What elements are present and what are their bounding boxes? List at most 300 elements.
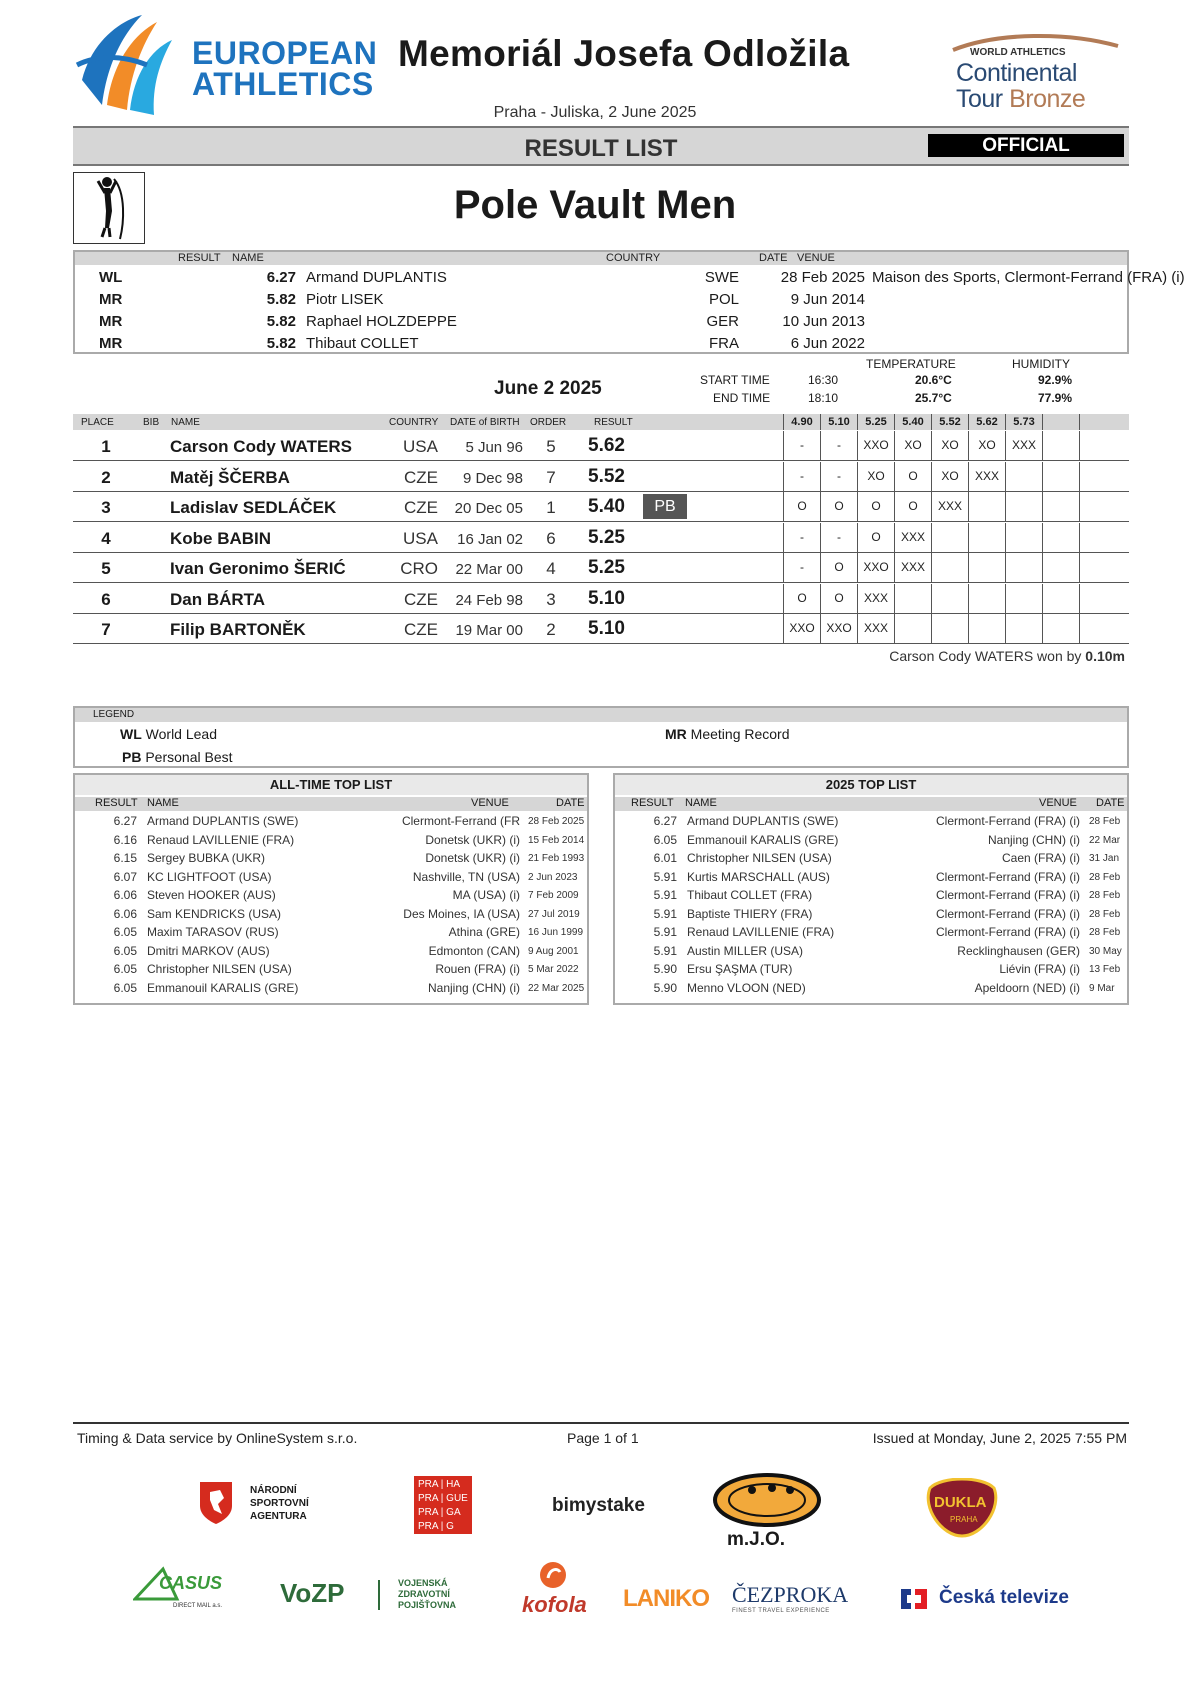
attempt-cell: O <box>894 492 931 521</box>
athlete-name: Ivan Geronimo ŠERIĆ <box>170 559 346 578</box>
col-result: RESULT <box>594 417 633 428</box>
toplist-name: Menno VLOON (NED) <box>687 980 806 995</box>
record-row <box>75 310 1127 332</box>
toplist-name: Christopher NILSEN (USA) <box>147 962 292 976</box>
won-by-margin: 0.10m <box>1085 648 1125 664</box>
attempt-cell: - <box>820 462 857 491</box>
attempt-cell <box>968 492 1005 521</box>
toplist-result: 6.05 <box>113 980 137 995</box>
toplist-row <box>75 923 587 942</box>
height-header <box>1042 414 1079 430</box>
praha-cell: PRA <box>418 1507 439 1518</box>
legend-code: MR <box>665 726 687 742</box>
mjo-text: m.J.O. <box>727 1529 786 1550</box>
vozp-text: VoZP <box>280 1578 345 1608</box>
toplist-name: Maxim TARASOV (RUS) <box>147 925 279 939</box>
toplist-result: 6.06 <box>113 906 137 921</box>
athlete-name: Matěj ŠČERBA <box>170 467 290 487</box>
toplist-row <box>75 831 587 850</box>
toplist-name: Ersu ŞAŞMA (TUR) <box>687 962 793 976</box>
toplist-date: 28 Feb <box>1089 908 1121 920</box>
cezproka-sub: FINEST TRAVEL EXPERIENCE <box>732 1608 830 1614</box>
attempt-cell: XXO <box>857 553 894 582</box>
praha-cell: GUE <box>446 1493 468 1504</box>
record-row <box>75 266 1185 288</box>
praha-cell: PRA <box>418 1493 439 1504</box>
athlete-country: CZE <box>404 498 438 517</box>
attempt-cell: XO <box>968 431 1005 460</box>
vozp-divider <box>378 1580 380 1610</box>
toplist-row <box>615 886 1127 905</box>
end-time-label: END TIME <box>713 391 771 405</box>
result-list-bar <box>73 126 1129 166</box>
toplist-result: 6.16 <box>113 832 137 847</box>
toplist-venue: Clermont-Ferrand (FR <box>401 814 520 828</box>
attempt-cell: O <box>894 462 931 491</box>
attempt-cell <box>931 584 968 613</box>
attempt-cell <box>968 523 1005 552</box>
record-row <box>75 332 1127 354</box>
height-header <box>1079 414 1116 430</box>
czech-lion-shield-icon <box>198 1480 234 1526</box>
toplist-venue: Caen (FRA) (i) <box>1001 851 1080 865</box>
attempt-cell <box>1005 614 1042 643</box>
col-country: COUNTRY <box>389 417 439 428</box>
attempt-cell: XO <box>931 462 968 491</box>
attempt-cell <box>968 553 1005 582</box>
toplist-result: 5.91 <box>653 869 677 884</box>
toplist-name: Baptiste THIERY (FRA) <box>687 906 813 921</box>
records-table <box>73 250 1185 354</box>
nsa-line3: AGENTURA <box>250 1511 307 1522</box>
attempt-cell: - <box>783 431 820 460</box>
sponsor-nsa <box>198 1480 328 1530</box>
attempt-cell: XXX <box>857 584 894 613</box>
toplist-date: 28 Feb <box>1089 871 1121 883</box>
nsa-line2: SPORTOVNÍ <box>250 1498 309 1509</box>
toplist-result: 6.05 <box>653 832 677 847</box>
toplist-row <box>615 942 1127 961</box>
height-header: 5.10 <box>820 414 857 430</box>
attempt-cell: O <box>820 584 857 613</box>
st-col-venue: VENUE <box>1039 797 1077 809</box>
tour-line1: Continental <box>956 59 1077 87</box>
record-date: 10 Jun 2013 <box>782 313 865 330</box>
at-col-venue: VENUE <box>471 797 509 809</box>
ct-text: Česká televize <box>939 1587 1069 1608</box>
sponsor-cezproka <box>732 1582 872 1618</box>
toplist-date: 22 Mar <box>1089 834 1121 846</box>
won-by-text <box>889 648 1125 664</box>
attempt-cell <box>894 584 931 613</box>
toplist-date: 9 Aug 2001 <box>528 945 579 957</box>
attempt-cell <box>1042 584 1079 613</box>
toplist-venue: Clermont-Ferrand (FRA) (i) <box>935 925 1080 939</box>
legend-code: WL <box>120 726 142 742</box>
toplist-name: Dmitri MARKOV (AUS) <box>147 943 270 958</box>
attempt-cell: - <box>783 553 820 582</box>
sponsor-mjo <box>712 1472 822 1552</box>
toplist-venue: Apeldoorn (NED) (i) <box>974 980 1080 995</box>
mjo-runners-icon <box>712 1472 822 1528</box>
record-date: 6 Jun 2022 <box>790 335 865 352</box>
sponsor-ceska-televize <box>897 1585 1087 1615</box>
toplist-date: 9 Mar <box>1089 982 1115 994</box>
attempt-cell: XXX <box>1005 431 1042 460</box>
legend-label: World Lead <box>145 726 217 742</box>
toplist-date: 5 Mar 2022 <box>528 964 579 975</box>
toplist-result: 6.07 <box>113 869 137 884</box>
attempt-cell: O <box>820 553 857 582</box>
toplist-result: 6.15 <box>113 851 137 865</box>
toplist-result: 6.27 <box>653 814 677 828</box>
ea-logo-line2: ATHLETICS <box>192 66 374 102</box>
athlete-place: 7 <box>101 620 111 639</box>
result-row <box>73 553 1129 583</box>
height-header: 5.62 <box>968 414 1005 430</box>
height-header: 4.90 <box>783 414 820 430</box>
toplist-venue: Clermont-Ferrand (FRA) (i) <box>935 888 1080 902</box>
footer-page: Page 1 of 1 <box>567 1430 639 1446</box>
toplist-result: 6.05 <box>113 925 137 939</box>
legend-box <box>73 706 1129 768</box>
athlete-country: CZE <box>404 467 438 487</box>
height-header: 5.40 <box>894 414 931 430</box>
record-result: 5.82 <box>266 291 296 308</box>
col-dob: DATE of BIRTH <box>450 417 520 428</box>
athlete-place: 4 <box>101 528 111 548</box>
record-code: MR <box>99 291 123 308</box>
season-top-list <box>613 773 1129 1005</box>
attempt-cell: - <box>783 462 820 491</box>
record-name: Raphael HOLZDEPPE <box>306 313 457 330</box>
rec-col-result: RESULT <box>178 252 221 264</box>
toplist-row <box>615 831 1127 850</box>
attempt-cell <box>1005 523 1042 552</box>
attempt-cell <box>1005 462 1042 491</box>
at-col-result: RESULT <box>95 797 138 809</box>
season-title: 2025 TOP LIST <box>615 775 1127 795</box>
attempt-cell <box>1042 553 1079 582</box>
tour-line2 <box>956 85 1085 114</box>
attempt-cell: O <box>857 492 894 521</box>
athlete-country: CZE <box>404 620 438 639</box>
meeting-title: Memoriál Josefa Odložila <box>398 33 850 74</box>
toplist-row <box>615 923 1127 942</box>
record-country: FRA <box>709 335 739 352</box>
start-time-label: START TIME <box>700 373 770 387</box>
record-row <box>75 288 1127 310</box>
toplist-venue: Nanjing (CHN) (i) <box>427 980 520 995</box>
toplist-date: 22 Mar 2025 <box>528 982 585 994</box>
athlete-result: 5.62 <box>588 435 625 456</box>
athlete-place: 1 <box>101 437 111 456</box>
height-header: 5.25 <box>857 414 894 430</box>
start-humidity: 92.9% <box>1038 373 1073 387</box>
attempt-cell: XO <box>894 431 931 460</box>
height-header: 5.73 <box>1005 414 1042 430</box>
tour-word: Tour <box>956 85 1010 113</box>
sponsor-praha: PRA | HA PRA | GUE PRA | GA PRA | G <box>414 1476 472 1534</box>
athlete-place: 6 <box>101 589 111 609</box>
attempt-cell: XXO <box>783 614 820 643</box>
toplist-date: 15 Feb 2014 <box>528 834 585 846</box>
col-name: NAME <box>171 417 200 428</box>
attempt-cell: XXX <box>857 614 894 643</box>
athlete-country: CRO <box>400 559 438 578</box>
toplist-row <box>615 868 1127 887</box>
record-result: 6.27 <box>266 269 296 286</box>
toplist-venue: Clermont-Ferrand (FRA) (i) <box>935 906 1080 921</box>
toplist-venue: Nashville, TN (USA) <box>412 869 520 884</box>
toplist-result: 5.91 <box>653 943 677 958</box>
sponsor-laniko: LANIKO <box>623 1585 709 1612</box>
record-code: WL <box>99 269 123 286</box>
toplist-date: 16 Jun 1999 <box>528 927 584 938</box>
toplist-date: 30 May <box>1089 945 1122 957</box>
toplist-row <box>75 942 587 961</box>
ea-logo-line1: EUROPEAN <box>192 35 378 71</box>
toplist-row <box>615 960 1127 979</box>
records-header <box>75 252 1127 265</box>
toplist-row <box>75 868 587 887</box>
legend-label: Personal Best <box>145 749 233 765</box>
legend-label: Meeting Record <box>690 726 790 742</box>
attempt-cell <box>1042 614 1079 643</box>
attempt-cell <box>1079 523 1116 552</box>
record-result: 5.82 <box>266 335 296 352</box>
height-header: 5.52 <box>931 414 968 430</box>
athlete-dob: 16 Jan 02 <box>457 530 523 548</box>
athlete-dob: 20 Dec 05 <box>454 500 523 517</box>
record-name: Piotr LISEK <box>306 291 384 308</box>
toplist-name: Thibaut COLLET (FRA) <box>687 888 813 902</box>
rec-col-name: NAME <box>232 252 264 264</box>
toplist-date: 2 Jun 2023 <box>528 871 578 883</box>
athlete-order: 5 <box>546 437 556 456</box>
result-row <box>73 462 1129 492</box>
athlete-result: 5.52 <box>588 465 625 487</box>
record-code: MR <box>99 335 123 352</box>
vozp-line2: ZDRAVOTNÍ <box>398 1589 450 1599</box>
athlete-result: 5.10 <box>588 587 625 609</box>
toplist-name: Austin MILLER (USA) <box>687 943 804 958</box>
toplist-venue: Rouen (FRA) (i) <box>435 962 520 976</box>
athlete-place: 2 <box>101 467 111 487</box>
personal-best-badge: PB <box>643 494 687 519</box>
toplist-venue: Clermont-Ferrand (FRA) (i) <box>935 869 1080 884</box>
sponsor-bimystake: bimystake <box>552 1495 645 1516</box>
toplist-row <box>75 905 587 924</box>
toplist-venue: Edmonton (CAN) <box>428 943 520 958</box>
toplist-row <box>615 979 1127 998</box>
attempt-cell <box>1042 523 1079 552</box>
attempt-cell <box>1079 553 1116 582</box>
result-row <box>73 584 1129 614</box>
sponsor-kofola <box>520 1560 590 1630</box>
col-order: ORDER <box>530 417 567 428</box>
rec-col-venue: VENUE <box>797 252 835 264</box>
toplist-venue: Clermont-Ferrand (FRA) (i) <box>935 814 1080 828</box>
toplist-venue: Liévin (FRA) (i) <box>999 962 1080 976</box>
attempt-cell <box>1042 462 1079 491</box>
attempt-cell: XO <box>931 431 968 460</box>
kofola-text: kofola <box>522 1592 587 1617</box>
toplist-name: Steven HOOKER (AUS) <box>147 888 276 902</box>
continental-tour-logo <box>948 32 1123 122</box>
alltime-header <box>75 797 587 811</box>
athlete-name: Kobe BABIN <box>170 528 272 548</box>
attempt-cell <box>968 584 1005 613</box>
attempt-cell <box>931 553 968 582</box>
attempt-cell <box>1005 492 1042 521</box>
athlete-result: 5.25 <box>588 526 625 548</box>
at-col-date: DATE <box>556 797 585 809</box>
toplist-venue: Donetsk (UKR) (i) <box>425 832 520 847</box>
won-by-label: Carson Cody WATERS won by <box>889 648 1086 664</box>
attempt-cell: - <box>783 523 820 552</box>
end-humidity: 77.9% <box>1038 391 1073 405</box>
record-country: POL <box>708 291 739 308</box>
record-date: 9 Jun 2014 <box>790 291 865 308</box>
athlete-dob: 9 Dec 98 <box>462 469 523 487</box>
toplist-date: 21 Feb 1993 <box>528 853 585 864</box>
sponsor-casus <box>133 1565 223 1615</box>
attempt-cell: - <box>820 431 857 460</box>
record-date: 28 Feb 2025 <box>780 269 865 286</box>
toplist-name: Emmanouil KARALIS (GRE) <box>147 980 299 995</box>
kofola-leaf-icon <box>538 1560 568 1590</box>
attempt-cell: XO <box>857 462 894 491</box>
athlete-name: Dan BÁRTA <box>170 589 266 609</box>
toplist-venue: Donetsk (UKR) (i) <box>425 851 520 865</box>
end-temperature: 25.7°C <box>915 391 952 405</box>
athlete-name: Filip BARTONĚK <box>170 620 306 639</box>
toplist-result: 6.27 <box>113 814 137 828</box>
attempt-cell: O <box>820 492 857 521</box>
attempt-cell <box>1079 462 1116 491</box>
start-temperature: 20.6°C <box>915 373 952 387</box>
footer-issued: Issued at Monday, June 2, 2025 7:55 PM <box>872 1430 1127 1446</box>
toplist-row <box>615 905 1127 924</box>
toplist-result: 5.90 <box>653 980 677 995</box>
st-col-name: NAME <box>685 797 717 809</box>
athlete-order: 1 <box>546 498 556 517</box>
toplist-result: 5.91 <box>653 888 677 902</box>
athlete-order: 7 <box>546 467 556 487</box>
attempt-cell <box>1005 553 1042 582</box>
legend-code: PB <box>122 749 142 765</box>
athlete-result: 5.10 <box>588 618 625 639</box>
ct-logo-icon <box>897 1585 931 1613</box>
praha-cell: HA <box>446 1479 461 1490</box>
result-list-title: RESULT LIST <box>524 135 678 162</box>
toplist-row <box>75 849 587 868</box>
end-time: 18:10 <box>808 391 839 405</box>
athlete-name: Carson Cody WATERS <box>170 437 352 456</box>
toplist-date: 7 Feb 2009 <box>528 890 579 901</box>
athlete-dob: 5 Jun 96 <box>465 439 523 456</box>
toplist-row <box>75 886 587 905</box>
athlete-order: 2 <box>546 620 556 639</box>
athlete-dob: 19 Mar 00 <box>455 622 523 639</box>
attempt-cell: O <box>783 584 820 613</box>
attempt-cell <box>1079 492 1116 521</box>
season-header <box>615 797 1127 811</box>
toplist-name: Renaud LAVILLENIE (FRA) <box>147 832 295 847</box>
attempt-cell: O <box>783 492 820 521</box>
vozp-line3: POJIŠŤOVNA <box>398 1600 457 1610</box>
toplist-name: Christopher NILSEN (USA) <box>687 851 832 865</box>
attempt-cell <box>931 614 968 643</box>
toplist-result: 6.05 <box>113 962 137 976</box>
result-row <box>73 431 1129 461</box>
athlete-name: Ladislav SEDLÁČEK <box>170 498 337 517</box>
rec-col-date: DATE <box>759 252 788 264</box>
legend-item-mr <box>665 726 790 742</box>
dukla-sub: PRAHA <box>950 1515 978 1524</box>
toplist-venue: Athina (GRE) <box>448 925 520 939</box>
athlete-order: 3 <box>546 589 556 609</box>
vozp-line1: VOJENSKÁ <box>398 1578 448 1588</box>
toplist-row <box>615 812 1127 831</box>
attempt-cell <box>931 523 968 552</box>
casus-text: CASUS <box>159 1573 223 1593</box>
attempt-cell: XXO <box>857 431 894 460</box>
toplist-date: 31 Jan <box>1089 853 1120 864</box>
toplist-venue: Recklinghausen (GER) <box>957 943 1080 958</box>
record-name: Armand DUPLANTIS <box>306 269 447 286</box>
toplist-row <box>75 812 587 831</box>
praha-cell: PRA <box>418 1479 439 1490</box>
athlete-result: 5.40 <box>588 496 625 517</box>
attempt-cell: XXX <box>894 553 931 582</box>
athlete-dob: 22 Mar 00 <box>455 561 523 578</box>
toplist-name: Kurtis MARSCHALL (AUS) <box>687 869 830 884</box>
col-place: PLACE <box>81 417 114 428</box>
athlete-country: USA <box>403 528 438 548</box>
attempt-cell: - <box>820 523 857 552</box>
result-row <box>73 523 1129 553</box>
legend-item-pb <box>122 749 233 765</box>
toplist-venue: Nanjing (CHN) (i) <box>987 832 1080 847</box>
attempt-cell <box>968 614 1005 643</box>
legend-item-wl <box>120 726 217 742</box>
toplist-result: 6.05 <box>113 943 137 958</box>
result-row <box>73 614 1129 644</box>
rec-col-country: COUNTRY <box>606 252 661 264</box>
footer-divider <box>73 1422 1129 1424</box>
toplist-result: 5.91 <box>653 906 677 921</box>
result-row <box>73 492 1129 522</box>
athlete-order: 6 <box>546 528 556 548</box>
st-col-date: DATE <box>1096 797 1125 809</box>
athlete-order: 4 <box>546 559 556 578</box>
athlete-place: 5 <box>101 559 111 578</box>
record-result: 5.82 <box>266 313 296 330</box>
toplist-name: Sam KENDRICKS (USA) <box>147 906 282 921</box>
attempt-cell <box>1079 614 1116 643</box>
attempt-cell <box>894 614 931 643</box>
col-bib: BIB <box>143 417 160 428</box>
tour-top-label: WORLD ATHLETICS <box>970 47 1066 58</box>
athlete-result: 5.25 <box>588 557 625 578</box>
footer-timing: Timing & Data service by OnlineSystem s.r.o. <box>77 1430 358 1446</box>
record-name: Thibaut COLLET <box>306 335 419 352</box>
toplist-name: KC LIGHTFOOT (USA) <box>147 869 272 884</box>
praha-cell: G <box>446 1521 454 1532</box>
toplist-date: 28 Feb <box>1089 890 1121 901</box>
